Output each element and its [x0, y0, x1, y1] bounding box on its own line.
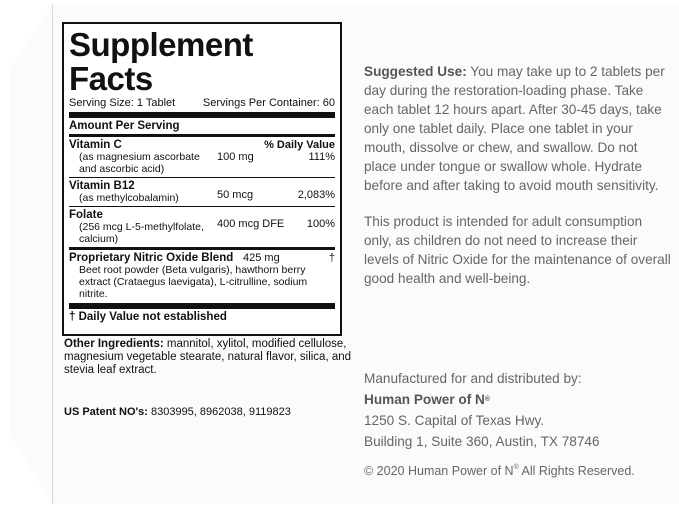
nutrient-header-row — [69, 139, 335, 151]
manufacturer-intro: Manufactured for and distributed by: — [364, 371, 582, 386]
other-ingredients-label: Other Ingredients: — [64, 338, 164, 350]
divider-thin — [69, 206, 335, 207]
servings-per-container: Servings Per Container: 60 — [202, 97, 335, 109]
registered-mark: ® — [484, 396, 491, 403]
divider-medium — [69, 134, 335, 137]
divider-thin — [69, 177, 335, 178]
facts-title: Supplement Facts — [69, 26, 253, 97]
blend-amount: 425 mg — [243, 252, 280, 264]
nutrient-detail: (256 mcg L-5-methylfolate, calcium) — [79, 221, 204, 245]
copyright-registered-mark: ® — [513, 464, 519, 471]
nutrient-row — [69, 151, 335, 175]
manufacturer-name: Human Power of N — [364, 392, 485, 407]
address-line-2: Building 1, Suite 360, Austin, TX 78746 — [364, 434, 600, 449]
supplement-facts-panel — [62, 22, 342, 336]
usage-column — [364, 62, 672, 288]
adult-use-note: This product is intended for adult consumption only, as children do not need to increase their levels of Nitric Oxide for the maintenance of overall good health and well-being. — [364, 214, 671, 286]
other-ingredients-text: mannitol, xylitol, modified cellulose, magnesium vegetable stearate, natural flavor, silica, and stevia leaf extract. — [64, 338, 352, 376]
nutrient-amount: 50 mcg — [217, 189, 254, 201]
amount-per-serving: Amount Per Serving — [69, 120, 180, 132]
blend-row — [69, 252, 335, 264]
other-ingredients — [64, 338, 354, 377]
daily-value-footnote: † Daily Value not established — [69, 311, 227, 323]
patent-info — [64, 406, 291, 418]
serving-row — [69, 97, 335, 109]
nutrient-amount: 100 mg — [217, 151, 254, 163]
nutrient-name: Vitamin C — [69, 139, 122, 151]
divider-thick — [69, 112, 335, 118]
copyright-prefix: © 2020 Human Power of N — [364, 464, 514, 478]
suggested-use — [364, 62, 672, 195]
patent-numbers: 8303995, 8962038, 9119823 — [147, 406, 291, 418]
divider-thick — [69, 303, 335, 309]
nutrient-dv: 111% — [308, 151, 335, 163]
nutrient-detail: (as magnesium ascorbate and ascorbic acid) — [79, 151, 200, 175]
nutrient-detail: (as methylcobalamin) — [79, 192, 179, 204]
box-edge — [52, 4, 53, 504]
manufacturer-name-line — [364, 389, 600, 410]
address-line-1: 1250 S. Capital of Texas Hwy. — [364, 413, 545, 428]
suggested-use-label: Suggested Use: — [364, 64, 467, 79]
blend-name: Proprietary Nitric Oxide Blend — [69, 252, 234, 264]
nutrient-name: Vitamin B12 — [69, 180, 135, 192]
blend-dv: † — [328, 252, 335, 264]
serving-size: Serving Size: 1 Tablet — [69, 97, 176, 109]
manufacturer-info — [364, 368, 600, 452]
suggested-use-text: You may take up to 2 tablets per day during the restoration-loading phase. Take each tablet 12 hours apart. After 30-45 days, take only one tablet daily. Place one tablet in your mouth, dissolve or chew, and swallow. Do not place under tongue or swallow whole. Hydrate before and after taking to avoid mouth sensitivity. — [364, 64, 665, 193]
divider-medium — [69, 247, 335, 250]
nutrient-row — [69, 209, 335, 245]
copyright-notice — [364, 464, 635, 478]
blend-ingredients: Beet root powder (Beta vulgaris), hawthorn berry extract (Crataegus laevigata), L-citrulline, sodium nitrite. — [79, 264, 308, 300]
daily-value-header: % Daily Value — [264, 139, 335, 151]
patent-label: US Patent NO's: — [64, 406, 148, 418]
nutrient-amount: 400 mcg DFE — [217, 218, 285, 230]
nutrient-row — [69, 180, 335, 204]
nutrient-name: Folate — [69, 209, 103, 221]
nutrient-dv: 100% — [306, 218, 335, 230]
nutrient-dv: 2,083% — [297, 189, 335, 201]
copyright-suffix: All Rights Reserved. — [518, 464, 635, 478]
